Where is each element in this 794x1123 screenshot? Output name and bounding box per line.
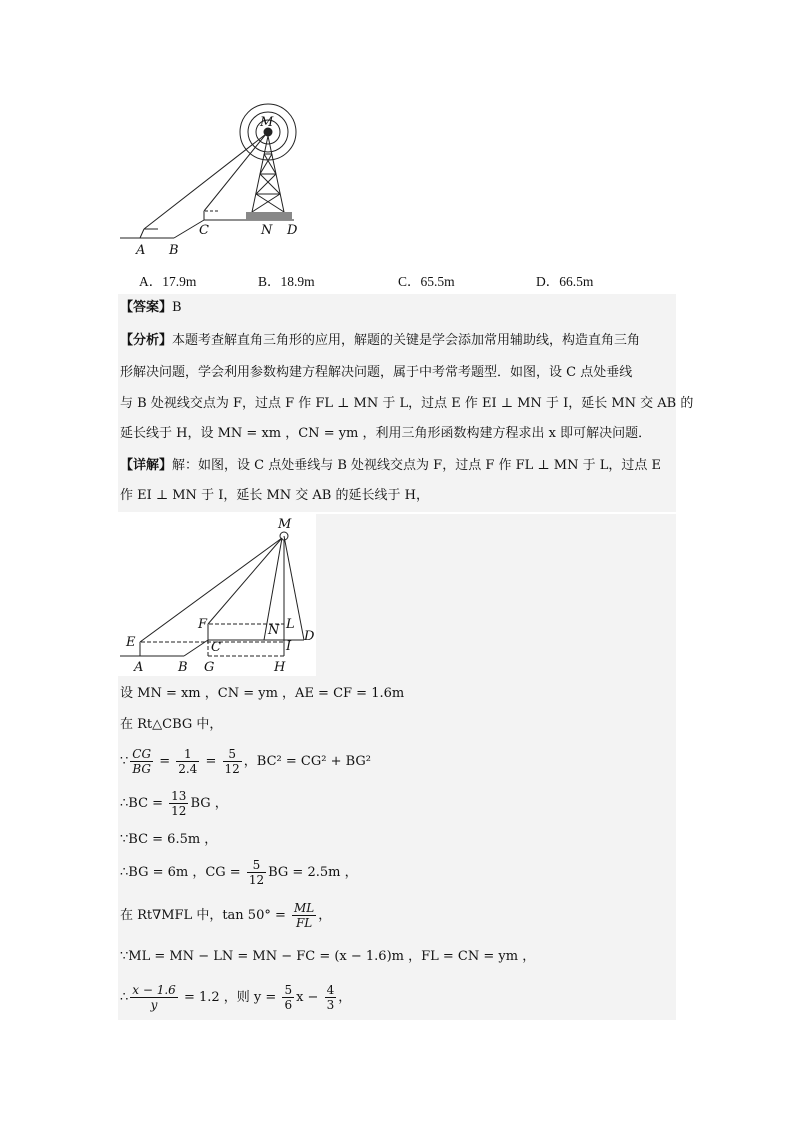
label2-I: I [286,639,292,654]
label2-N: N [268,623,280,638]
choice-d: D．66.5m [536,274,594,289]
step-4: ∴BC = $\frac{13}{12}$ BG ， [120,789,228,818]
label2-G: G [204,660,215,675]
step-2: 在 Rt△CBG 中， [120,717,223,732]
label2-H: H [274,660,286,675]
step-9: ∴ $\frac{x - 1.6}{y}$ = 1.2 ，则 y = $\frac{5}{6}$ x − $\frac{4}{3}$ ， [120,983,352,1012]
step-3: ∵ $\frac{CG}{BG}$ = $\frac{1}{2.4}$ = $\frac{5}{12}$ ，BC² = CG² + BG² [120,747,371,776]
detail-line-1: 【详解】解：如图，设 C 点处垂线与 B 处视线交点为 F，过点 F 作 FL ⊥ MN 于 L，过点 E [120,458,661,473]
label-N: N [261,223,273,238]
step-7: 在 Rt∇MFL 中，tan 50° = $\frac{ML}{FL}$ ， [120,901,332,930]
choice-list [0,270,794,290]
analysis-line-1: 【分析】本题考查解直角三角形的应用，解题的关键是学会添加常用辅助线，构造直角三角 [120,333,641,348]
step-8: ∵ML = MN − LN = MN − FC = (x − 1.6)m ，FL = CN = ym ， [120,949,536,964]
tower-figure [118,96,318,258]
label2-D: D [304,629,315,644]
label2-C: C [211,640,221,655]
label-D: D [287,223,298,238]
label-C: C [199,223,209,238]
step-6: ∴BG = 6m ，CG = $\frac{5}{12}$ BG = 2.5m ， [120,858,358,887]
answer-line: 【答案】B [120,300,182,315]
step-5: ∵BC = 6.5m ， [120,832,218,847]
analysis-line-3: 与 B 处视线交点为 F，过点 F 作 FL ⊥ MN 于 L，过点 E 作 EI ⊥ MN 于 I，延长 MN 交 AB 的 [120,396,694,411]
choice-c: C．65.5m [398,274,455,289]
detail-line-2: 作 EI ⊥ MN 于 I，延长 MN 交 AB 的延长线于 H， [120,488,429,503]
label2-L: L [286,617,295,632]
analysis-line-4: 延长线于 H，设 MN = xm ，CN = ym ，利用三角形函数构建方程求出 x 即可解决问题． [120,426,652,441]
step-1: 设 MN = xm ，CN = ym ，AE = CF = 1.6m [120,686,405,701]
label2-A: A [134,660,144,675]
label2-F: F [198,617,208,632]
tower-base [246,212,292,220]
analysis-line-2: 形解决问题，学会利用参数构建方程解决问题，属于中考常考题型．如图，设 C 点处垂线 [120,365,633,380]
choice-b: B．18.9m [258,274,315,289]
label-A: A [136,243,146,258]
solution-figure [118,514,316,676]
label-M: M [260,115,274,130]
choice-a: A．17.9m [139,274,197,289]
label-B: B [169,243,179,258]
label2-B: B [178,660,188,675]
label2-E: E [126,635,136,650]
label2-M: M [278,517,292,532]
